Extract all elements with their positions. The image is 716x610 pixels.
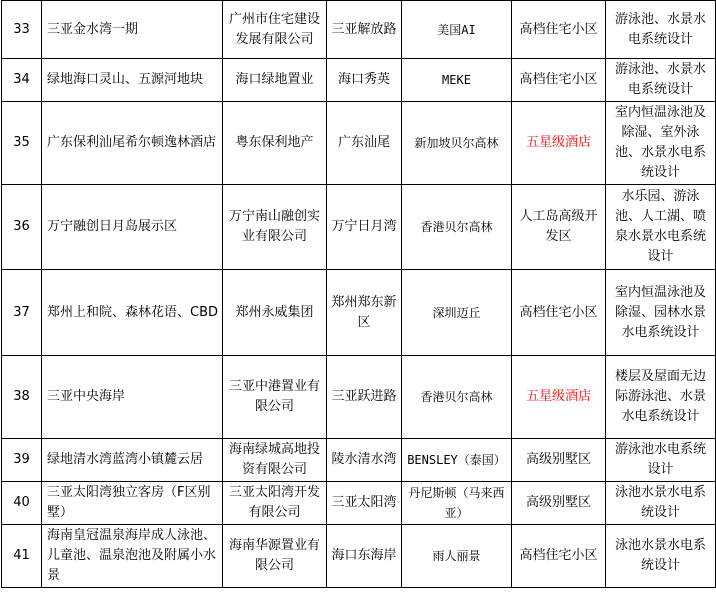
project-type: 五星级酒店 xyxy=(512,356,606,439)
developer: 三亚太阳湾开发有限公司 xyxy=(223,482,327,525)
design-scope: 泳池水景水电系统设计 xyxy=(606,482,716,525)
designer: BENSLEY（泰国） xyxy=(402,439,512,482)
location: 广东汕尾 xyxy=(327,102,402,185)
row-number: 34 xyxy=(2,59,42,102)
developer: 海南绿城高地投资有限公司 xyxy=(223,439,327,482)
project-table xyxy=(1,0,716,588)
table-row xyxy=(2,439,716,482)
table-row xyxy=(2,525,716,588)
design-scope: 游泳池、水景水电系统设计 xyxy=(606,59,716,102)
project-name: 绿地海口灵山、五源河地块 xyxy=(42,59,223,102)
designer: 雨人丽景 xyxy=(402,525,512,588)
row-number: 41 xyxy=(2,525,42,588)
designer: 香港贝尔高林 xyxy=(402,185,512,270)
developer: 郑州永威集团 xyxy=(223,270,327,356)
design-scope: 泳池水景水电系统设计 xyxy=(606,525,716,588)
design-scope: 水乐园、游泳池、人工湖、喷泉水景水电系统设计 xyxy=(606,185,716,270)
design-scope: 游泳池水电系统设计 xyxy=(606,439,716,482)
designer: 香港贝尔高林 xyxy=(402,356,512,439)
row-number: 37 xyxy=(2,270,42,356)
project-name: 广东保利汕尾希尔顿逸林酒店 xyxy=(42,102,223,185)
design-scope: 室内恒温泳池及除湿、园林水景水电系统设计 xyxy=(606,270,716,356)
project-type: 高档住宅小区 xyxy=(512,270,606,356)
designer: 新加坡贝尔高林 xyxy=(402,102,512,185)
location: 海口秀英 xyxy=(327,59,402,102)
project-name: 海南皇冠温泉海岸成人泳池、儿童池、温泉泡池及附属小水景 xyxy=(42,525,223,588)
designer: 丹尼斯顿（马来西亚） xyxy=(402,482,512,525)
location: 陵水清水湾 xyxy=(327,439,402,482)
designer: 美国AI xyxy=(402,1,512,59)
project-name: 三亚中央海岸 xyxy=(42,356,223,439)
designer: MEKE xyxy=(402,59,512,102)
developer: 广州市住宅建设发展有限公司 xyxy=(223,1,327,59)
table-row xyxy=(2,270,716,356)
project-name: 绿地清水湾蓝湾小镇麓云居 xyxy=(42,439,223,482)
design-scope: 室内恒温泳池及除湿、室外泳池、水景水电系统设计 xyxy=(606,102,716,185)
row-number: 39 xyxy=(2,439,42,482)
developer: 粤东保利地产 xyxy=(223,102,327,185)
project-type: 高级别墅区 xyxy=(512,482,606,525)
row-number: 36 xyxy=(2,185,42,270)
project-name: 郑州上和院、森林花语、CBD xyxy=(42,270,223,356)
project-name: 三亚太阳湾独立客房（F区别墅） xyxy=(42,482,223,525)
project-name: 万宁融创日月岛展示区 xyxy=(42,185,223,270)
project-type: 高档住宅小区 xyxy=(512,1,606,59)
developer: 三亚中港置业有限公司 xyxy=(223,356,327,439)
table-row xyxy=(2,356,716,439)
row-number: 35 xyxy=(2,102,42,185)
location: 郑州郑东新区 xyxy=(327,270,402,356)
design-scope: 游泳池、水景水电系统设计 xyxy=(606,1,716,59)
design-scope: 楼层及屋面无边际游泳池、水景水电系统设计 xyxy=(606,356,716,439)
table-row xyxy=(2,59,716,102)
location: 三亚太阳湾 xyxy=(327,482,402,525)
row-number: 40 xyxy=(2,482,42,525)
project-type: 高档住宅小区 xyxy=(512,525,606,588)
location: 海口东海岸 xyxy=(327,525,402,588)
table-row xyxy=(2,1,716,59)
project-type: 高档住宅小区 xyxy=(512,59,606,102)
row-number: 38 xyxy=(2,356,42,439)
location: 三亚解放路 xyxy=(327,1,402,59)
row-number: 33 xyxy=(2,1,42,59)
project-type: 高级别墅区 xyxy=(512,439,606,482)
table-row xyxy=(2,102,716,185)
location: 万宁日月湾 xyxy=(327,185,402,270)
developer: 万宁南山融创实业有限公司 xyxy=(223,185,327,270)
table-row xyxy=(2,185,716,270)
project-type: 五星级酒店 xyxy=(512,102,606,185)
project-name: 三亚金水湾一期 xyxy=(42,1,223,59)
project-type: 人工岛高级开发区 xyxy=(512,185,606,270)
designer: 深圳迈丘 xyxy=(402,270,512,356)
developer: 海口绿地置业 xyxy=(223,59,327,102)
developer: 海南华源置业有限公司 xyxy=(223,525,327,588)
table-row xyxy=(2,482,716,525)
location: 三亚跃进路 xyxy=(327,356,402,439)
